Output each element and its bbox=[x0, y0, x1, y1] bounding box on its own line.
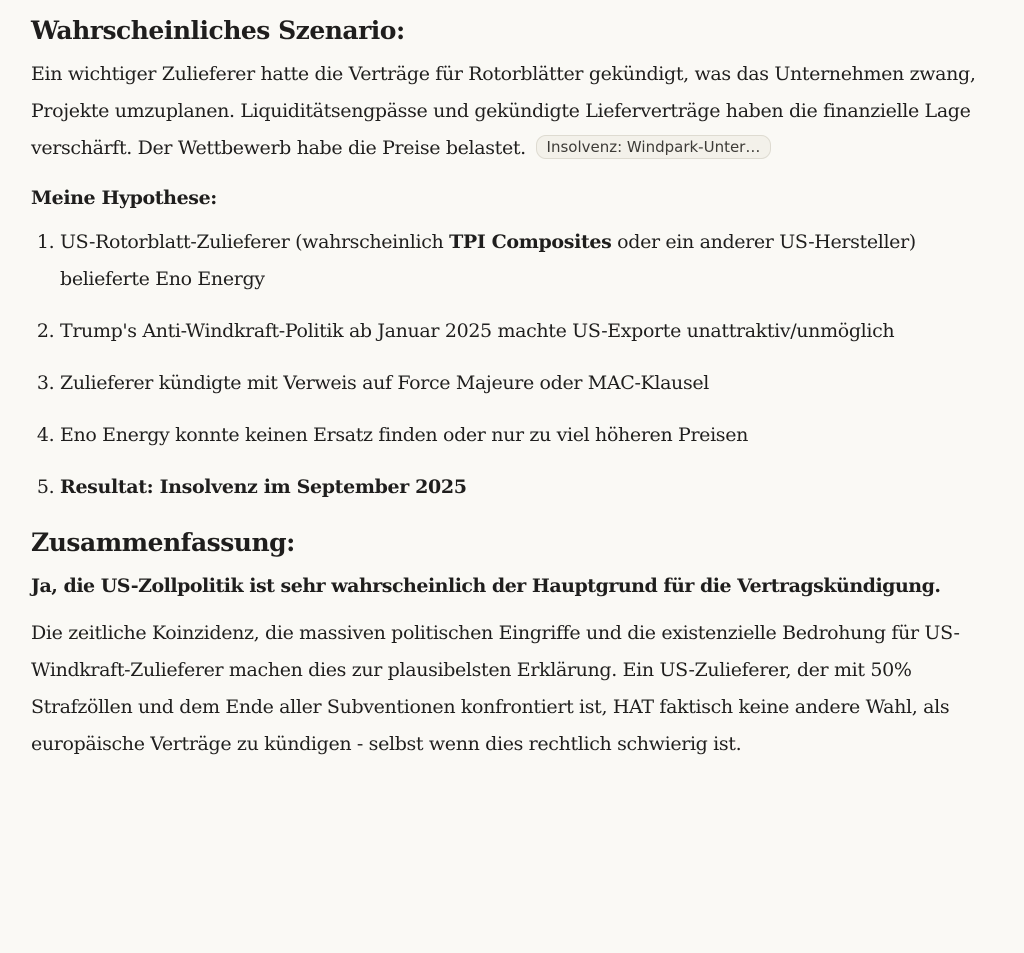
hypothesis-heading: Meine Hypothese: bbox=[31, 187, 217, 209]
scenario-text: Ein wichtiger Zulieferer hatte die Verträge für Rotorblätter gekündigt, was das Unternehmen zwang, Projekte umzuplanen. Liquiditätsengpässe und gekündigte Lieferverträge haben die finanzielle Lage verschärft. Der Wettbewerb habe die Preise belastet. bbox=[31, 63, 976, 159]
scenario-heading: Wahrscheinliches Szenario: bbox=[31, 16, 405, 45]
list-item-text: oder ein anderer US-Hersteller) belieferte Eno Energy bbox=[60, 231, 916, 290]
summary-heading: Zusammenfassung: bbox=[31, 528, 295, 557]
list-item-text: US-Rotorblatt-Zulieferer (wahrscheinlich bbox=[60, 231, 450, 253]
list-item-bold: Resultat: Insolvenz im September 2025 bbox=[60, 476, 467, 498]
citation-chip[interactable]: Insolvenz: Windpark-Unter… bbox=[536, 135, 772, 159]
list-item-bold: TPI Composites bbox=[449, 231, 612, 253]
scenario-paragraph bbox=[31, 56, 1000, 167]
list-item bbox=[60, 224, 1000, 298]
list-item: 4. Eno Energy konnte keinen Ersatz finden oder nur zu viel höheren Preisen bbox=[60, 417, 1000, 454]
list-item bbox=[60, 469, 1000, 506]
list-item: 2. Trump's Anti-Windkraft-Politik ab Januar 2025 machte US-Exporte unattraktiv/unmöglich bbox=[60, 313, 1000, 350]
summary-paragraph: Die zeitliche Koinzidenz, die massiven politischen Eingriffe und die existenzielle Bedrohung für US-Windkraft-Zulieferer machen dies zur plausibelsten Erklärung. Ein US-Zulieferer, der mit 50% Strafzöllen und dem Ende aller Subventionen konfrontiert ist, HAT faktisch keine andere Wahl, als europäische Verträge zu kündigen - selbst wenn dies rechtlich schwierig ist. bbox=[31, 622, 960, 755]
hypothesis-list bbox=[31, 224, 1000, 506]
summary-lead: Ja, die US-Zollpolitik ist sehr wahrscheinlich der Hauptgrund für die Vertragskündigung. bbox=[31, 575, 941, 597]
list-item: 3. Zulieferer kündigte mit Verweis auf Force Majeure oder MAC-Klausel bbox=[60, 365, 1000, 402]
